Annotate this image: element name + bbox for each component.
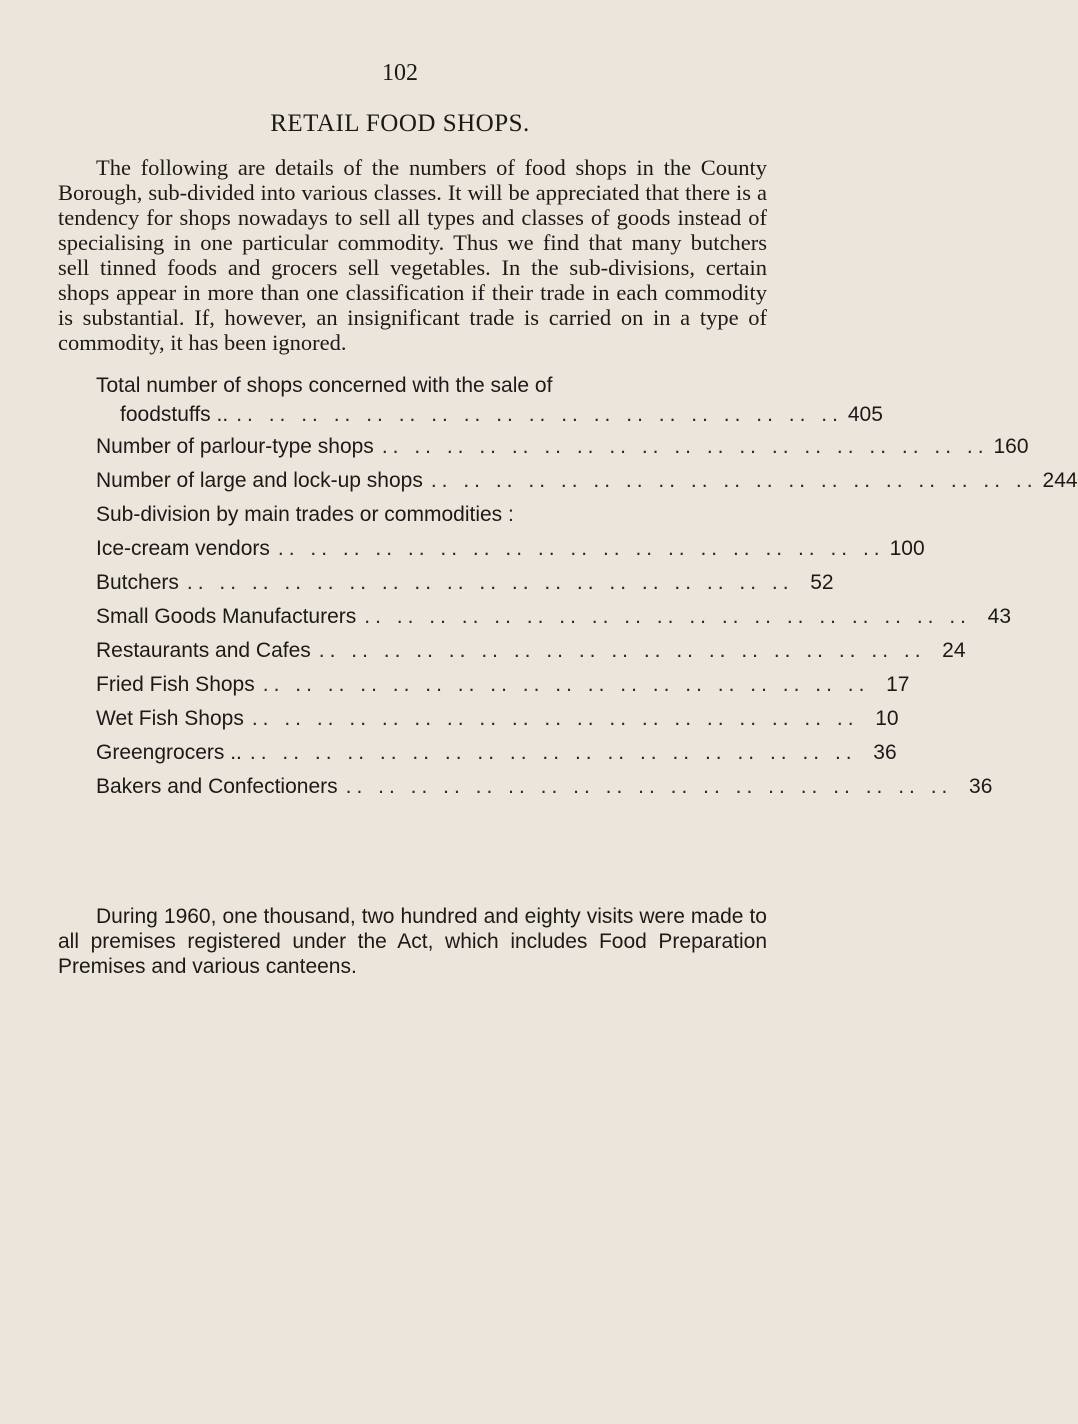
trade-label: Ice-cream vendors	[96, 537, 270, 560]
trade-value: 10	[875, 707, 899, 730]
parlour-shops-label: Number of parlour-type shops	[96, 435, 374, 458]
large-shops-row	[96, 464, 1078, 498]
trade-row	[96, 702, 899, 736]
shop-statistics	[96, 372, 1078, 804]
trade-label: Restaurants and Cafes	[96, 639, 311, 662]
leader-dots: .. .. .. .. .. .. .. .. .. .. .. .. .. .. .. .. .. .. ..	[318, 639, 926, 662]
trade-label: Greengrocers ..	[96, 741, 242, 764]
leader-dots: .. .. .. .. .. .. .. .. .. .. .. .. .. .. .. .. .. .. ..	[364, 605, 972, 628]
trade-row	[96, 566, 834, 600]
total-shops-value: 405	[847, 403, 883, 426]
leader-dots: .. .. .. .. .. .. .. .. .. .. .. .. .. .. .. .. .. .. ..	[186, 571, 794, 594]
trade-row	[96, 770, 993, 804]
trade-value: 36	[969, 775, 993, 798]
leader-dots: .. .. .. .. .. .. .. .. .. .. .. .. .. .. .. .. .. .. ..	[345, 775, 953, 798]
leader-dots: .. .. .. .. .. .. .. .. .. .. .. .. .. .. .. .. .. .. ..	[251, 707, 859, 730]
page-title: RETAIL FOOD SHOPS.	[270, 110, 530, 137]
parlour-shops-value: 160	[993, 435, 1029, 458]
large-shops-label: Number of large and lock-up shops	[96, 469, 423, 492]
trade-row	[96, 668, 910, 702]
total-shops-row	[96, 400, 883, 430]
leader-dots: .. .. .. .. .. .. .. .. .. .. .. .. .. .. .. .. .. .. ..	[430, 469, 1038, 492]
trade-label: Fried Fish Shops	[96, 673, 255, 696]
trade-label: Bakers and Confectioners	[96, 775, 338, 798]
large-shops-value: 244	[1042, 469, 1078, 492]
trade-value: 36	[873, 741, 897, 764]
trade-value: 43	[987, 605, 1012, 628]
trade-row	[96, 600, 1012, 634]
trade-label: Small Goods Manufacturers	[96, 605, 357, 628]
trade-value: 17	[886, 673, 910, 696]
leader-dots: .. .. .. .. .. .. .. .. .. .. .. .. .. .. .. .. .. .. ..	[381, 435, 989, 458]
leader-dots: .. .. .. .. .. .. .. .. .. .. .. .. .. .. .. .. .. .. ..	[262, 673, 870, 696]
trade-label: Wet Fish Shops	[96, 707, 244, 730]
trade-label: Butchers	[96, 571, 179, 594]
intro-paragraph: The following are details of the numbers of food shops in the County Borough, sub-divided into various classes. It will be appreciated that there is a tendency for shops nowadays to sell all types and classes of goods instead of specialising in one particular commodity. Thus we find that many butchers sell tinned foods and grocers sell vegetables. In the sub-divisions, certain shops appear in more than one classification if their trade in each commodity is substantial. If, however, an insignificant trade is carried on in a type of commodity, it has been ignored.	[58, 155, 767, 355]
leader-dots: .. .. .. .. .. .. .. .. .. .. .. .. .. .. .. .. .. .. ..	[277, 537, 885, 560]
leader-dots: .. .. .. .. .. .. .. .. .. .. .. .. .. .. .. .. .. .. ..	[236, 403, 843, 426]
total-shops-label-line2: foodstuffs ..	[120, 403, 229, 426]
total-shops-label-line1: Total number of shops concerned with the sale of	[96, 374, 553, 397]
trade-row	[96, 532, 925, 566]
trade-value: 24	[942, 639, 966, 662]
closing-paragraph: During 1960, one thousand, two hundred and eighty visits were made to all premises registered under the Act, which includes Food Preparation Premises and various canteens.	[58, 905, 767, 978]
trade-value: 52	[810, 571, 834, 594]
trade-row	[96, 736, 897, 770]
trade-value: 100	[889, 537, 925, 560]
leader-dots: .. .. .. .. .. .. .. .. .. .. .. .. .. .. .. .. .. .. ..	[249, 741, 857, 764]
trade-row	[96, 634, 966, 668]
parlour-shops-row	[96, 430, 1029, 464]
page-number: 102	[382, 60, 418, 86]
subdivision-heading: Sub-division by main trades or commodities :	[96, 503, 514, 526]
